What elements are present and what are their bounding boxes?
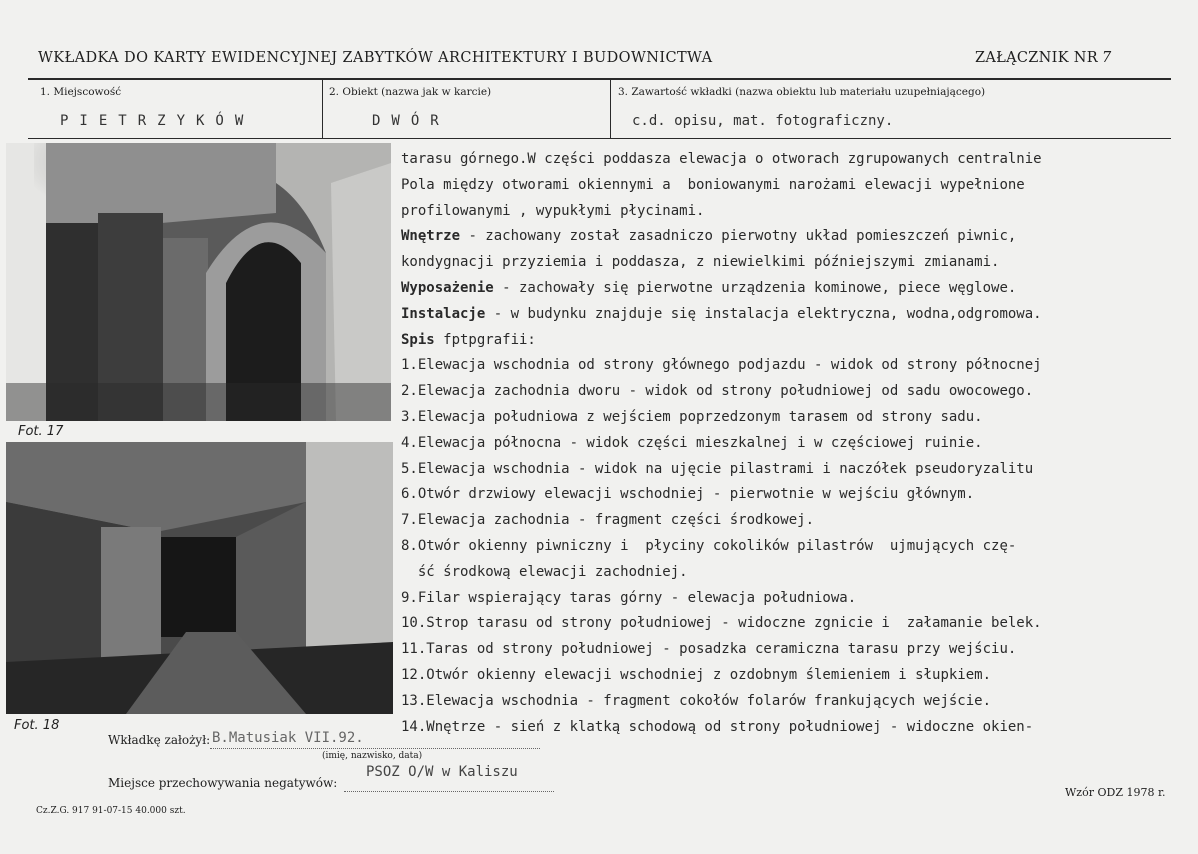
description-line — [401, 611, 1171, 637]
section-heading: Instalacje — [401, 305, 486, 322]
line-text: 10.Strop tarasu od strony południowej - widoczne zgnicie i załamanie belek. — [401, 615, 1042, 632]
author-label: Wkładkę założył: — [108, 733, 211, 747]
line-text: 5.Elewacja wschodnia - widok na ujęcie pilastrami i naczółek pseudoryzalitu — [401, 460, 1034, 477]
description-line — [401, 224, 1171, 250]
line-text: 7.Elewacja zachodnia - fragment części środkowej. — [401, 512, 815, 529]
section-heading: Wyposażenie — [401, 279, 494, 296]
line-text: ść środkową elewacji zachodniej. — [401, 563, 688, 580]
annex-label: ZAŁĄCZNIK NR — [975, 50, 1098, 66]
description-line — [401, 715, 1171, 741]
line-text: 12.Otwór okienny elewacji wschodniej z ozdobnym ślemieniem i słupkiem. — [401, 666, 992, 683]
line-text: - zachowany został zasadniczo pierwotny układ pomieszczeń piwnic, — [460, 228, 1017, 245]
line-text: Pola między otworami okiennymi a boniowanymi narożami elewacji wypełnione — [401, 176, 1025, 193]
object-value: DWÓR — [372, 113, 450, 129]
line-text: profilowanymi , wypukłymi płycinami. — [401, 202, 705, 219]
form-model-info: Wzór ODZ 1978 r. — [1065, 786, 1166, 799]
photo-caption-17: Fot. 17 — [18, 424, 64, 439]
locality-label: 1. Miejscowość — [40, 86, 122, 98]
annex-number-label — [975, 50, 1111, 66]
annex-number: 7 — [1101, 50, 1112, 66]
description-line — [401, 276, 1171, 302]
description-line — [401, 302, 1171, 328]
line-text: 1.Elewacja wschodnia od strony głównego podjazdu - widok od strony północnej — [401, 357, 1042, 374]
line-text: kondygnacji przyziemia i poddasza, z niewielkimi późniejszymi zmianami. — [401, 254, 1000, 271]
line-text: 13.Elewacja wschodnia - fragment cokołów folarów frankujących wejście. — [401, 692, 992, 709]
description-line — [401, 482, 1171, 508]
line-text: - zachowały się pierwotne urządzenia kominowe, piece węglowe. — [493, 279, 1017, 296]
description-line — [401, 147, 1171, 173]
line-text: 14.Wnętrze - sień z klatką schodową od strony południowej - widoczne okien- — [401, 718, 1034, 735]
description-line — [401, 405, 1171, 431]
photo-caption-18: Fot. 18 — [14, 718, 60, 733]
content-label: 3. Zawartość wkładki (nazwa obiektu lub materiału uzupełniającego) — [618, 86, 986, 98]
description-line — [401, 534, 1171, 560]
description-text — [401, 147, 1171, 740]
locality-value: PIETRZYKÓW — [60, 113, 255, 129]
photo-cellar-corridor — [6, 442, 393, 714]
field-divider-2 — [610, 80, 611, 138]
description-line — [401, 173, 1171, 199]
print-info: Cz.Z.G. 917 91-07-15 40.000 szt. — [36, 806, 186, 816]
line-text: 4.Elewacja północna - widok części mieszkalnej i w częściowej ruinie. — [401, 434, 983, 451]
line-text: 11.Taras od strony południowej - posadzka ceramiczna tarasu przy wejściu. — [401, 641, 1017, 658]
description-line — [401, 250, 1171, 276]
photo-cellar-archway — [6, 143, 391, 421]
line-text: 2.Elewacja zachodnia dworu - widok od strony południowej od sadu owocowego. — [401, 383, 1034, 400]
line-text: fptpgrafii: — [434, 331, 536, 348]
negatives-dotted-line — [344, 791, 554, 792]
description-line — [401, 431, 1171, 457]
section-heading: Wnętrze — [401, 228, 461, 245]
author-hint: (imię, nazwisko, data) — [322, 751, 423, 761]
fields-bottom-rule — [28, 138, 1171, 139]
description-line — [401, 689, 1171, 715]
top-rule — [28, 78, 1171, 80]
line-text: 9.Filar wspierający taras górny - elewacja południowa. — [401, 589, 857, 606]
description-line — [401, 199, 1171, 225]
negatives-value: PSOZ O/W w Kaliszu — [366, 764, 518, 780]
section-heading: Spis — [401, 331, 435, 348]
line-text: - w budynku znajduje się instalacja elektryczna, wodna,odgromowa. — [485, 305, 1042, 322]
description-line — [401, 379, 1171, 405]
line-text: 8.Otwór okienny piwniczny i płyciny cokolików pilastrów ujmujących czę- — [401, 537, 1017, 554]
description-line — [401, 353, 1171, 379]
negatives-label: Miejsce przechowywania negatywów: — [108, 776, 338, 790]
description-line — [401, 508, 1171, 534]
content-value: c.d. opisu, mat. fotograficzny. — [632, 113, 894, 129]
description-line — [401, 637, 1171, 663]
line-text: tarasu górnego.W części poddasza elewacja o otworach zgrupowanych centralnie — [401, 151, 1042, 167]
object-label: 2. Obiekt (nazwa jak w karcie) — [329, 86, 492, 98]
field-divider-1 — [322, 80, 323, 138]
description-line — [401, 457, 1171, 483]
description-line — [401, 663, 1171, 689]
author-value: B.Matusiak VII.92. — [212, 730, 364, 746]
author-dotted-line — [210, 748, 540, 749]
line-text: 3.Elewacja południowa z wejściem poprzedzonym tarasem od strony sadu. — [401, 408, 983, 425]
description-line — [401, 328, 1171, 354]
description-line — [401, 560, 1171, 586]
description-line — [401, 586, 1171, 612]
form-title: WKŁADKA DO KARTY EWIDENCYJNEJ ZABYTKÓW ARCHITEKTURY I BUDOWNICTWA — [38, 50, 713, 66]
line-text: 6.Otwór drzwiowy elewacji wschodniej - pierwotnie w wejściu głównym. — [401, 486, 975, 503]
